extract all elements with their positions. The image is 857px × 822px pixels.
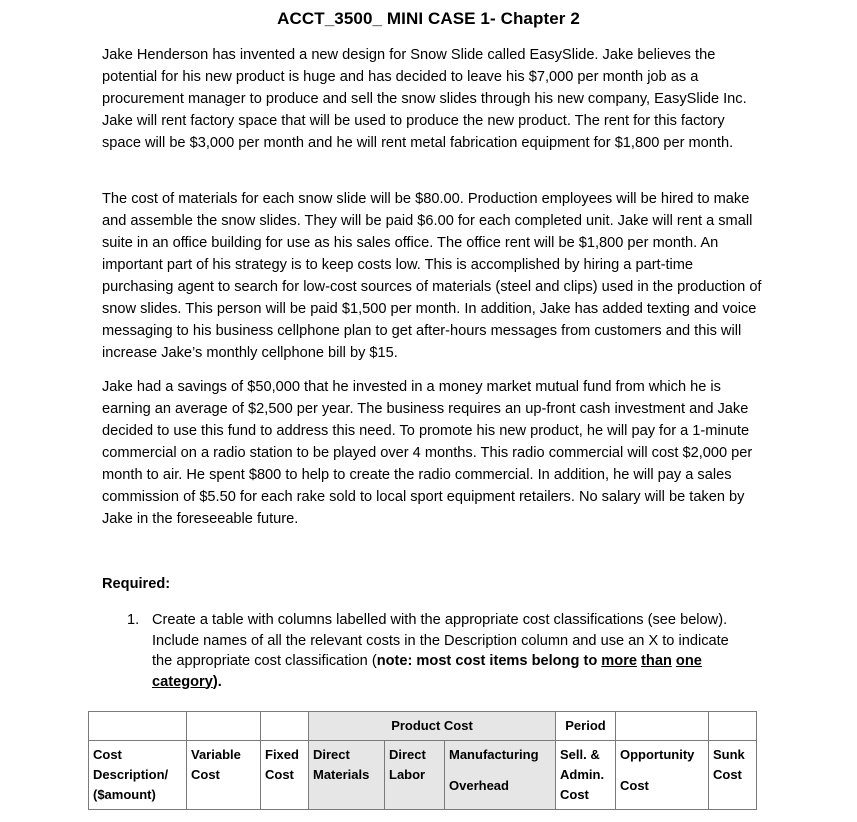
instruction-text xyxy=(152,610,747,692)
header-line: Direct xyxy=(389,747,426,762)
header-line: Sell. & xyxy=(560,747,600,762)
column-fixed-cost xyxy=(261,741,309,810)
header-line: Cost xyxy=(560,787,589,802)
header-line: Manufacturing xyxy=(449,747,539,762)
instruction-close: ). xyxy=(212,673,222,690)
page-title: ACCT_3500_ MINI CASE 1- Chapter 2 xyxy=(277,9,580,28)
column-direct-materials xyxy=(309,741,385,810)
instruction-note: note: most cost items belong to xyxy=(376,653,602,669)
column-cost-description xyxy=(89,741,187,810)
header-line: Sunk xyxy=(713,747,745,762)
instruction-one-category: one category xyxy=(152,653,702,690)
instruction-number: 1. xyxy=(127,612,140,628)
table-cell xyxy=(261,712,309,741)
product-cost-header: Product Cost xyxy=(309,712,556,741)
required-heading: Required: xyxy=(102,576,171,592)
header-line: Cost xyxy=(93,747,122,762)
instruction-than: than xyxy=(641,653,672,669)
instruction-item xyxy=(127,610,747,692)
column-manufacturing-overhead xyxy=(445,741,556,810)
header-line: Description/ xyxy=(93,767,169,782)
column-opportunity-cost xyxy=(616,741,709,810)
table-group-header-row xyxy=(89,712,757,741)
column-sunk-cost xyxy=(709,741,757,810)
cost-classification-table xyxy=(88,711,757,810)
header-line: Overhead xyxy=(449,778,509,793)
column-direct-labor xyxy=(385,741,445,810)
header-line: Direct xyxy=(313,747,350,762)
header-line: Cost xyxy=(620,778,649,793)
header-line: Cost xyxy=(265,767,294,782)
header-line: Opportunity xyxy=(620,747,695,762)
header-line: Variable xyxy=(191,747,241,762)
header-line: ($amount) xyxy=(93,787,156,802)
instruction-text-main: Create a table with columns labelled with the appropriate cost classifications (see below). Include names of all the relevant costs in the Description column and use an X to indicate the appropriate cost classification ( xyxy=(152,612,729,669)
table-column-header-row xyxy=(89,741,757,810)
paragraph-investment: Jake had a savings of $50,000 that he invested in a money market mutual fund from which he is earning an average of $2,500 per year. The business requires an up-front cash investment and Jake decided to use this fund to address this need. To promote his new product, he will pay for a 1-minute commercial on a radio station to be played over 4 months. This radio commercial will cost $2,000 per month to air. He spent $800 to help to create the radio commercial. In addition, he will pay a sales commission of $5.50 for each rake sold to local sport equipment retailers. No salary will be taken by Jake in the foreseeable future. xyxy=(102,379,753,527)
period-header: Period xyxy=(556,712,616,741)
table-cell xyxy=(709,712,757,741)
table-cell xyxy=(616,712,709,741)
column-sell-admin-cost xyxy=(556,741,616,810)
header-line: Cost xyxy=(713,767,742,782)
header-line: Labor xyxy=(389,767,426,782)
paragraph-intro: Jake Henderson has invented a new design for Snow Slide called EasySlide. Jake believes the potential for his new product is huge and has decided to leave his $7,000 per month job as a procurement manager to produce and sell the snow slides through his new company, EasySlide Inc. Jake will rent factory space that will be used to produce the new product. The rent for this factory space will be $3,000 per month and he will rent metal fabrication equipment for $1,800 per month. xyxy=(102,47,747,151)
header-line: Fixed xyxy=(265,747,299,762)
table-cell xyxy=(89,712,187,741)
instruction-more: more xyxy=(601,653,637,669)
header-line: Materials xyxy=(313,767,370,782)
table-cell xyxy=(187,712,261,741)
header-line: Cost xyxy=(191,767,220,782)
column-variable-cost xyxy=(187,741,261,810)
header-line: Admin. xyxy=(560,767,605,782)
paragraph-costs: The cost of materials for each snow slide will be $80.00. Production employees will be hired to make and assemble the snow slides. They will be paid $6.00 for each completed unit. Jake will rent a small suite in an office building for use as his sales office. The office rent will be $1,800 per month. An important part of his strategy is to keep costs low. This is accomplished by hiring a part-time purchasing agent to search for low-cost sources of materials (steel and clips) used in the production of snow slides. This person will be paid $1,500 per month. In addition, Jake has added texting and voice messaging to his business cellphone plan to get after-hours messages from customers and this will increase Jake’s monthly cellphone bill by $15. xyxy=(102,191,762,361)
